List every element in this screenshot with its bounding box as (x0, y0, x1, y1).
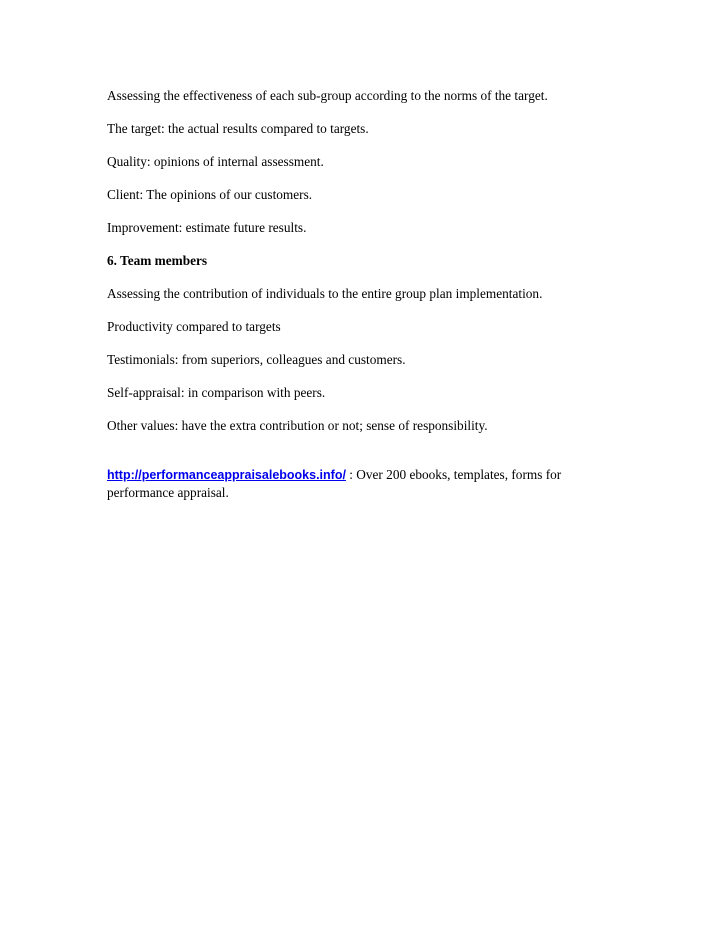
paragraph-improvement: Improvement: estimate future results. (107, 220, 307, 235)
paragraph-client: Client: The opinions of our customers. (107, 187, 313, 202)
paragraph-subgroup-effectiveness: Assessing the effectiveness of each sub-group according to the norms of the target. (107, 88, 548, 103)
ebooks-link[interactable]: http://performanceappraisalebooks.info/ (107, 468, 346, 482)
paragraph-self-appraisal: Self-appraisal: in comparison with peers. (107, 385, 326, 400)
paragraph-quality: Quality: opinions of internal assessment. (107, 154, 324, 169)
footer-text: : Over 200 ebooks, templates, forms for performance appraisal. (107, 467, 562, 500)
paragraph-other-values: Other values: have the extra contribution or not; sense of responsibility. (107, 418, 488, 433)
footer-paragraph (107, 466, 607, 501)
paragraph-contribution: Assessing the contribution of individuals to the entire group plan implementation. (107, 286, 543, 301)
paragraph-target: The target: the actual results compared to targets. (107, 121, 369, 136)
paragraph-productivity: Productivity compared to targets (107, 319, 281, 334)
paragraph-testimonials: Testimonials: from superiors, colleagues and customers. (107, 352, 406, 367)
section-heading: 6. Team members (107, 253, 208, 268)
